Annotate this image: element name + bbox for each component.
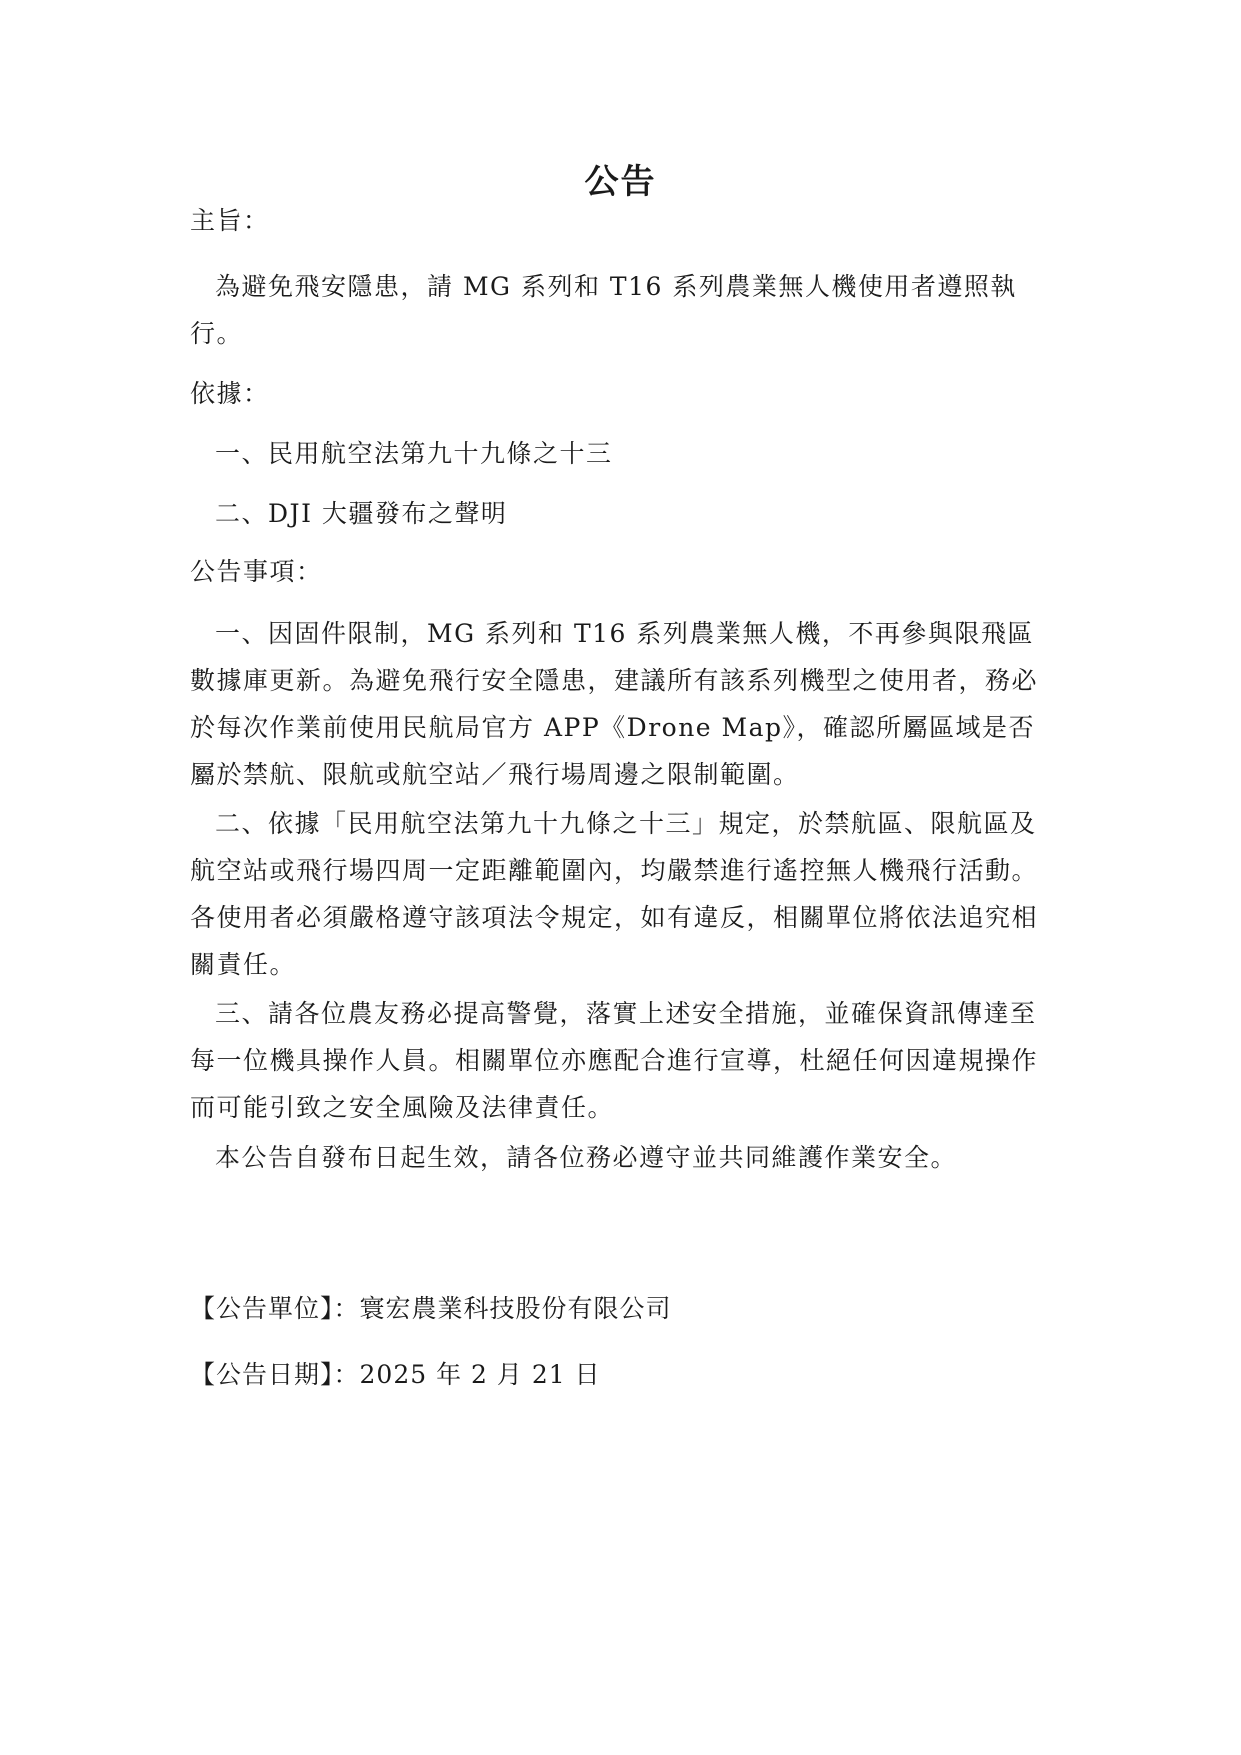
notice-item-2-block — [190, 800, 1060, 988]
notice-item: 三、請各位農友務必提高警覺，落實上述安全措施，並確保資訊傳達至每一位機具操作人員。相關單位亦應配合進行宣導，杜絕任何因違規操作而可能引致之安全風險及法律責任。 — [190, 999, 1039, 1122]
notice-item: 一、因固件限制，MG 系列和 T16 系列農業無人機，不再參與限飛區數據庫更新。為避免飛行安全隱患，建議所有該系列機型之使用者，務必於每次作業前使用民航局官方 APP《Drone Map》，確認所屬區域是否屬於禁航、限航或航空站／飛行場周邊之限制範圍。 — [190, 619, 1039, 789]
footer-unit-value: 寰宏農業科技股份有限公司 — [359, 1294, 672, 1323]
footer-date-value: 2025 年 2 月 21 日 — [359, 1360, 601, 1389]
notice-item-1-block — [190, 610, 1060, 798]
basis-item: 二、DJI 大疆發布之聲明 — [215, 499, 508, 528]
subject-text: 為避免飛安隱患，請 MG 系列和 T16 系列農業無人機使用者遵照執行。 — [190, 272, 1017, 348]
footer-unit — [190, 1285, 672, 1332]
basis-item-2-block — [190, 490, 1060, 537]
subject-label: 主旨： — [190, 206, 270, 235]
basis-item-1-block — [190, 430, 1060, 477]
footer-separator: ： — [333, 1294, 360, 1323]
notice-item-3-block — [190, 990, 1060, 1131]
notice-item: 二、依據「民用航空法第九十九條之十三」規定，於禁航區、限航區及航空站或飛行場四周一定距離範圍內，均嚴禁進行遙控無人機飛行活動。各使用者必須嚴格遵守該項法令規定，如有違反，相關單位將依法追究相關責任。 — [190, 809, 1039, 979]
page-title: 公告 — [584, 162, 657, 202]
notices-label: 公告事項： — [190, 557, 323, 586]
footer-date-label: 【公告日期】 — [190, 1360, 334, 1389]
basis-label: 依據： — [190, 379, 270, 408]
footer-unit-label: 【公告單位】 — [190, 1294, 334, 1323]
footer-date — [190, 1351, 601, 1398]
footer-separator: ： — [333, 1360, 360, 1389]
basis-item: 一、民用航空法第九十九條之十三 — [215, 439, 613, 468]
subject-text-block — [190, 263, 1060, 357]
closing-block — [190, 1134, 1060, 1181]
closing-text: 本公告自發布日起生效，請各位務必遵守並共同維護作業安全。 — [215, 1143, 958, 1172]
